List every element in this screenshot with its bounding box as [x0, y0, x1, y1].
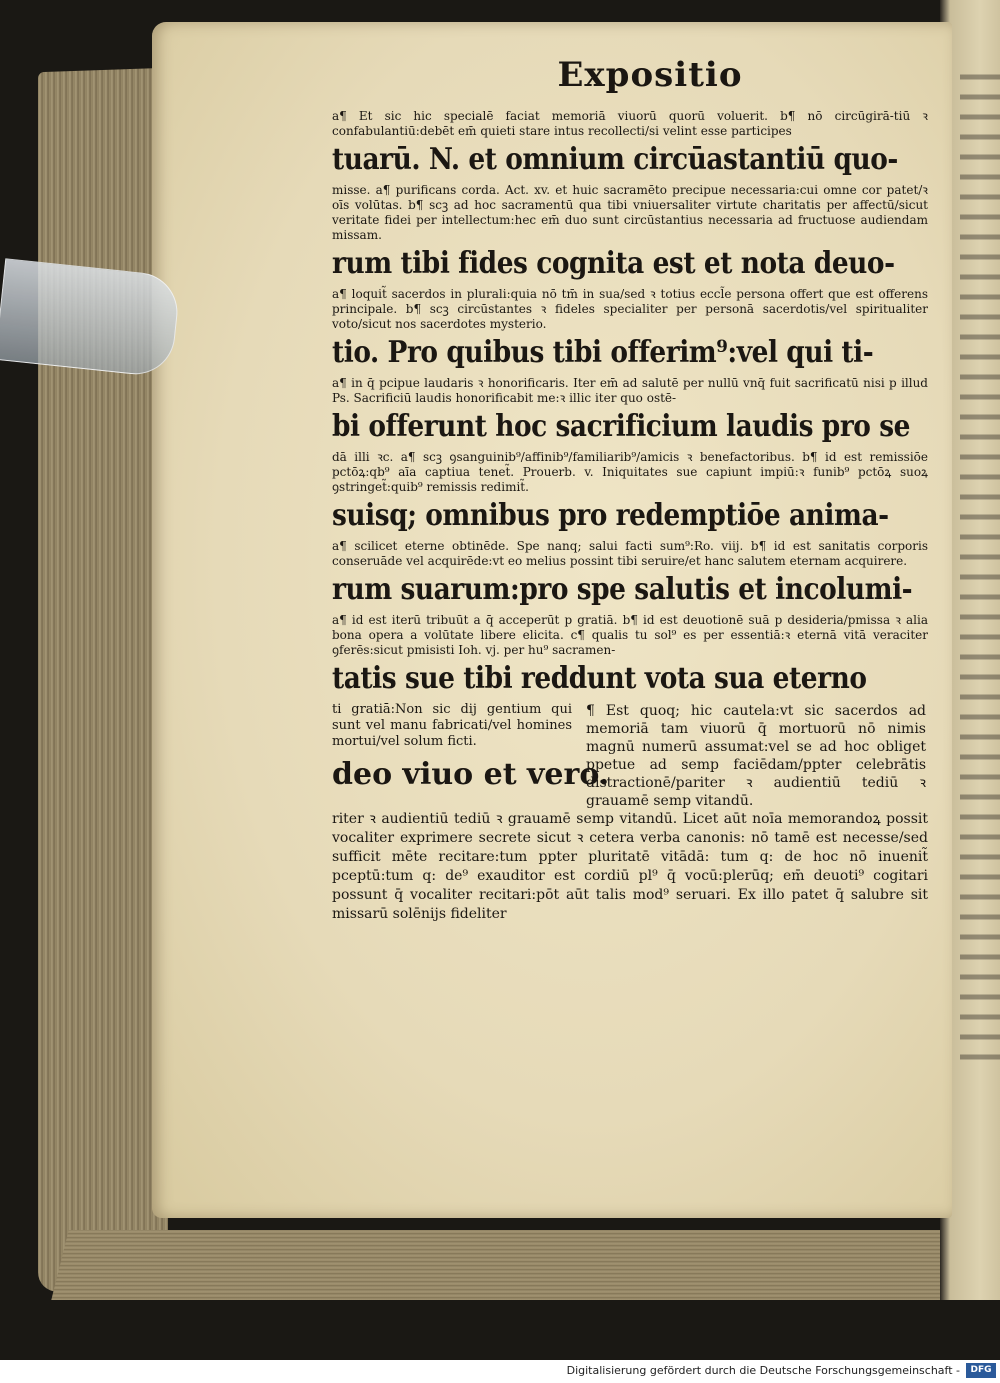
running-head: Expositio: [557, 55, 743, 95]
column-left-main-text: deo viuo et vero.: [332, 757, 610, 792]
footer-credit: Digitalisierung gefördert durch die Deutsche Forschungsgemeinschaft -: [566, 1364, 960, 1377]
main-text-line: tatis sue tibi reddunt vota sua eterno: [332, 661, 867, 696]
dfg-logo: DFG: [966, 1363, 996, 1378]
gloss-paragraph: a¶ loquit̃ sacerdos in plurali:quia nō tm̄ in sua/sed ꝛ totius eccl̃e persona offert que est offerens principale. b¶ scꝫ circūstantes ꝛ fideles specialiter per personā sacerdotis/vel spiritualiter voto/sicut nos sacerdotes mysterio.: [332, 287, 928, 331]
text-area: [332, 55, 928, 924]
main-text-line: rum tibi fides cognita est et nota deuo-: [332, 246, 895, 281]
gloss-paragraph: a¶ id est iterū tribuūt a q̄ acceperūt p gratiā. b¶ id est deuotionē suā p desideria/pmissa ꝛ alia bona opera a volūtate libere elicita. c¶ qualis tu sol⁹ es per essentiā:ꝛ eternā vitā veraciter ꝯferēs:sicut pmisisti Ioh. vj. per hu⁹ sacramen-: [332, 613, 928, 657]
facing-page-text: [960, 60, 1000, 1060]
page-stack-bottom: [51, 1230, 968, 1300]
main-text-line: suisq; omnibus pro redemptiōe anima-: [332, 498, 889, 533]
footer: [0, 1360, 1000, 1383]
gloss-paragraph: dā illi ꝛc. a¶ scꝫ ꝯsanguinib⁹/affinib⁹/familiarib⁹/amicis ꝛ benefactoribus. b¶ id est remissiōe pctōꝝ:qb⁹ aīa captiua tenet̃. Prouerb. v. Iniquitates sue capiunt impiū:ꝛ funib⁹ pctōꝝ suoꝝ ꝯstringet̃:quib⁹ remissis redimit̃.: [332, 450, 928, 494]
gloss-paragraph: a¶ in q̄ pcipue laudaris ꝛ honorificaris. Iter em̄ ad salutē per nullū vnq̄ fuit sacrificatū nisi p illud Ps. Sacrificiū laudis honorificabit me:ꝛ illic iter quo ostē-: [332, 376, 928, 405]
main-text-line: tuarū. N. et omnium circūastantiū quo-: [332, 142, 898, 177]
column-left: [332, 702, 610, 810]
two-columns: [332, 702, 928, 810]
gloss-paragraph: misse. a¶ purificans corda. Act. xv. et huic sacramēto precipue necessaria:cui omne cor patet/ꝛ oīs volūtas. b¶ scꝫ ad hoc sacramentū qua tibi vniuersaliter virtute charitatis per affectū/sicut veritate fidei per intellectum:hec em̄ duo sunt circūstantius necessaria ad fructuose audiendam missam.: [332, 183, 928, 242]
glass-clip: [0, 258, 181, 378]
page-stack-left: [38, 68, 168, 1293]
text-blocks: [332, 109, 928, 698]
bottom-gloss: riter ꝛ audientiū tediū ꝛ grauamē semp vitandū. Licet aūt noīa memorandoꝝ possit vocaliter exprimere secrete sicut ꝛ cetera verba canonis: nō tamē est necesse/sed sufficit mēte recitare:tum ppter pluritatē vitādā: tum q: de hoc nō inuenit̃ pceptū:tum q: de⁹ exauditor est cordiū pl⁹ q̄ vocū:plerūq; em̄ deuoti⁹ cogitari possunt q̄ vocaliter recitari:pōt aūt talis mod⁹ seruari. Ex illo patet q̄ salubre sit missarū solēnijs fideliter: [332, 811, 928, 922]
main-text-line: tio. Pro quibus tibi offerim⁹:vel qui ti-: [332, 335, 874, 370]
gloss-paragraph: a¶ scilicet eterne obtinēde. Spe nanq; salui facti sum⁹:Ro. viij. b¶ id est sanitatis corporis conseruāde vel acquirēde:vt eo melius possint tibi seruire/et hanc salutem eternam acquirere.: [332, 539, 928, 568]
column-left-gloss: ti gratiā:Non sic dij gentium qui sunt vel manu fabricati/vel homines mortui/vel solum ficti.: [332, 702, 572, 749]
column-right-gloss: ¶ Est quoq; hic cautela:vt sic sacerdos ad memoriā tam viuorū q̄ mortuorū nō nimis magnū numerū assumat:vel se ad hoc obliget ppetue ad semp faciēdam/ppter celebrātis distractionē/pariter ꝛ audientiū tediū ꝛ grauamē semp vitandū.: [586, 703, 926, 809]
main-text-line: bi offerunt hoc sacrificium laudis pro se: [332, 409, 911, 444]
main-text-line: rum suarum:pro spe salutis et incolumi-: [332, 572, 913, 607]
column-right: [586, 702, 926, 810]
gloss-paragraph: a¶ Et sic hic specialē faciat memoriā viuorū quorū voluerit. b¶ nō circūgirā-tiū ꝛ confabulantiū:debēt em̄ quieti stare intus recollecti/si velint esse participes: [332, 109, 928, 138]
